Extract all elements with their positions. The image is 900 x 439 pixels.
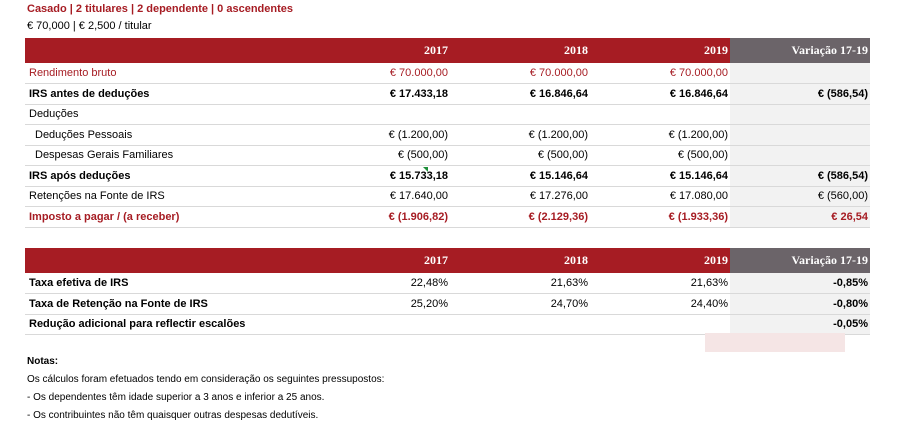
notes-title: Notas: [27,356,59,367]
cell-2018[interactable]: € 70.000,00 [450,63,590,84]
header-2018[interactable]: 2018 [450,248,590,273]
cell-2017[interactable]: € 17.640,00 [310,186,450,207]
header-2017[interactable]: 2017 [310,248,450,273]
row-label[interactable]: IRS após deduções [25,166,310,187]
variation-column-extension [705,333,845,352]
cell-2019[interactable]: € 17.080,00 [590,186,730,207]
row-taxa-efetiva [25,273,870,294]
cell-2018[interactable]: 21,63% [450,273,590,294]
cell-2017[interactable]: 22,48% [310,273,450,294]
cell-variation[interactable]: € (586,54) [730,166,870,187]
cell-variation[interactable]: € 26,54 [730,207,870,228]
row-label[interactable]: Deduções [25,104,310,125]
header-label-cell [25,248,310,273]
header-label-cell [25,38,310,63]
header-variation[interactable]: Variação 17-19 [730,248,870,273]
notes-item: - Os dependentes têm idade superior a 3 anos e inferior a 25 anos. [27,392,325,403]
row-deducoes [25,104,870,125]
row-irs-apos-deducoes [25,166,870,187]
cell-variation[interactable] [730,145,870,166]
header-2019[interactable]: 2019 [590,248,730,273]
cell-2017[interactable]: € 70.000,00 [310,63,450,84]
scenario-subtitle: € 70,000 | € 2,500 / titular [27,20,152,32]
notes-section [27,353,384,425]
cell-2019[interactable]: € 15.146,64 [590,166,730,187]
row-label[interactable]: Deduções Pessoais [25,125,310,146]
header-2018[interactable]: 2018 [450,38,590,63]
scenario-title: Casado | 2 titulares | 2 dependente | 0 ascendentes [27,3,293,15]
cell-variation[interactable] [730,63,870,84]
row-deducoes-pessoais [25,125,870,146]
cell-2019[interactable]: € (1.933,36) [590,207,730,228]
row-label[interactable]: Taxa de Retenção na Fonte de IRS [25,294,310,315]
row-label[interactable]: IRS antes de deduções [25,84,310,105]
cell-2018[interactable]: € (2.129,36) [450,207,590,228]
cell-2017[interactable]: € (1.906,82) [310,207,450,228]
row-label[interactable]: Imposto a pagar / (a receber) [25,207,310,228]
cell-2019[interactable]: 21,63% [590,273,730,294]
cell-2018[interactable] [450,314,590,335]
cell-2018[interactable]: € (1.200,00) [450,125,590,146]
cell-2017[interactable]: € (500,00) [310,145,450,166]
table-header-row [25,248,870,273]
cell-variation[interactable]: € (560,00) [730,186,870,207]
notes-item: - Os contribuintes não têm quaisquer outras despesas dedutíveis. [27,410,319,421]
cell-2019[interactable]: € (500,00) [590,145,730,166]
cell-2017[interactable]: € 15.733,18 [310,166,450,187]
cell-variation[interactable]: -0,85% [730,273,870,294]
cell-2017[interactable]: € 17.433,18 [310,84,450,105]
header-2017[interactable]: 2017 [310,38,450,63]
cell-2017[interactable] [310,104,450,125]
cell-2018[interactable] [450,104,590,125]
row-label[interactable]: Despesas Gerais Familiares [25,145,310,166]
row-taxa-retencao [25,294,870,315]
header-2019[interactable]: 2019 [590,38,730,63]
cell-variation[interactable] [730,104,870,125]
cell-variation[interactable]: -0,05% [730,314,870,335]
row-despesas-gerais [25,145,870,166]
cell-2018[interactable]: 24,70% [450,294,590,315]
cell-2019[interactable]: € 70.000,00 [590,63,730,84]
cell-variation[interactable]: -0,80% [730,294,870,315]
cell-2019[interactable]: 24,40% [590,294,730,315]
row-imposto-a-pagar [25,207,870,228]
cell-2018[interactable]: € 17.276,00 [450,186,590,207]
table-header-row [25,38,870,63]
row-label[interactable]: Retenções na Fonte de IRS [25,186,310,207]
row-retencoes-fonte [25,186,870,207]
cell-2018[interactable]: € 16.846,64 [450,84,590,105]
header-variation[interactable]: Variação 17-19 [730,38,870,63]
cell-2019[interactable] [590,314,730,335]
cell-2017[interactable]: € (1.200,00) [310,125,450,146]
cell-2017[interactable] [310,314,450,335]
cell-2019[interactable] [590,104,730,125]
cell-comment-indicator-icon[interactable] [423,167,428,172]
row-reducao-adicional [25,314,870,335]
row-label[interactable]: Redução adicional para reflectir escalões [25,314,310,335]
cell-2017[interactable]: 25,20% [310,294,450,315]
cell-2019[interactable]: € 16.846,64 [590,84,730,105]
irs-rates-table [25,248,870,335]
cell-variation[interactable] [730,125,870,146]
irs-calculation-table [25,38,870,228]
cell-2018[interactable]: € (500,00) [450,145,590,166]
cell-2019[interactable]: € (1.200,00) [590,125,730,146]
row-label[interactable]: Rendimento bruto [25,63,310,84]
row-label[interactable]: Taxa efetiva de IRS [25,273,310,294]
cell-variation[interactable]: € (586,54) [730,84,870,105]
notes-intro: Os cálculos foram efetuados tendo em consideração os seguintes pressupostos: [27,374,385,385]
cell-2018[interactable]: € 15.146,64 [450,166,590,187]
row-rendimento-bruto [25,63,870,84]
row-irs-antes-deducoes [25,84,870,105]
